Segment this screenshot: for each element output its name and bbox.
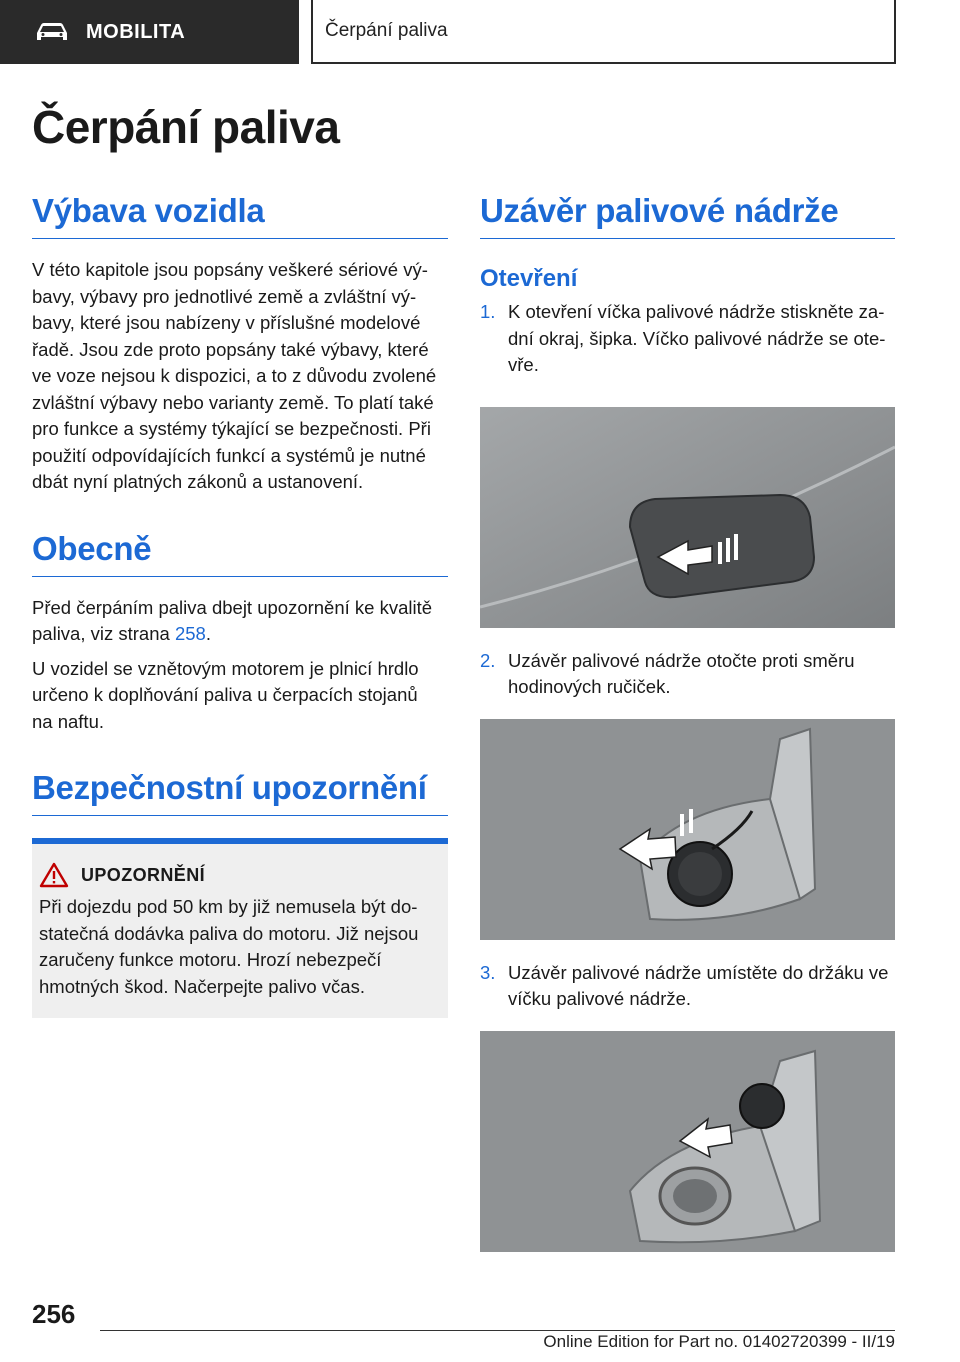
footer-edition: Online Edition for Part no. 01402720399 - II/19 — [543, 1332, 895, 1351]
heading-safety: Bezpečnostní upozornění — [32, 769, 448, 816]
text-line: dbát nyní platných zákonů a ustanovení. — [32, 471, 364, 492]
warning-box — [32, 838, 448, 1018]
step-3 — [480, 960, 895, 1013]
text-line: Uzávěr palivové nádrže otočte proti směru — [508, 649, 855, 671]
car-icon — [34, 21, 70, 43]
header-section-tab[interactable] — [0, 0, 299, 64]
fuel-flap-illustration — [480, 407, 895, 628]
right-column — [480, 192, 895, 1252]
subheading-opening: Otevření — [480, 265, 578, 292]
text-line: Před čerpáním paliva dbejt upozornění ke kvalitě — [32, 596, 433, 618]
text-line: hmotných škod. Načerpejte palivo včas. — [39, 975, 365, 997]
warning-header — [39, 862, 440, 888]
text-line: zaručeny funkce motoru. Hrozí nebezpečí — [39, 949, 382, 970]
heading-equipment: Výbava vozidla — [32, 192, 448, 239]
general-paragraph-2 — [32, 656, 448, 736]
fuel-cap-turn-illustration — [480, 719, 895, 940]
text-end: . — [205, 623, 211, 644]
footer-divider — [100, 1330, 895, 1331]
text-line: použití odpovídajících funkcí a systémů je nutné — [32, 444, 426, 466]
text-line: bavy, které jsou nabízeny v příslušné modelové — [32, 312, 421, 333]
equipment-paragraph — [32, 257, 448, 496]
text-line: paliva, viz strana — [32, 623, 175, 644]
text-line: statečná dodávka paliva do motoru. Již nejsou — [39, 922, 419, 944]
figure-fuel-flap-press — [480, 407, 895, 628]
header-section-label: MOBILITA — [86, 20, 186, 43]
step-number: 1. — [480, 301, 496, 322]
text-line: bavy, výbavy pro jednotlivé země a zvláštní vý‐ — [32, 285, 417, 307]
text-line: Při dojezdu pod 50 km by již nemusela být do‐ — [39, 896, 418, 917]
fuel-cap-holder-illustration — [480, 1031, 895, 1252]
steps-list — [480, 648, 895, 701]
header-chapter-label: Čerpání paliva — [325, 20, 448, 41]
steps-list — [480, 299, 895, 379]
text-line: vře. — [508, 354, 539, 375]
step-1 — [480, 299, 895, 379]
text-line: na naftu. — [32, 710, 105, 732]
text-line: dní okraj, šipka. Víčko palivové nádrže se ote‐ — [508, 327, 886, 349]
step-number: 2. — [480, 649, 496, 671]
text-line: V této kapitole jsou popsány veškeré sériové vý‐ — [32, 259, 428, 280]
text-line: K otevření víčka palivové nádrže stiskněte za‐ — [508, 301, 885, 322]
page-link-258[interactable]: 258 — [174, 623, 206, 644]
text-line: řadě. Jsou zde proto popsány také výbavy, které — [32, 338, 429, 360]
heading-general: Obecně — [32, 530, 448, 577]
page-title: Čerpání paliva — [32, 101, 340, 153]
text-line: hodinových ručiček. — [508, 676, 671, 697]
warning-text — [39, 894, 440, 1000]
step-2 — [480, 648, 895, 701]
warning-title: UPOZORNĚNÍ — [81, 864, 206, 885]
text-line: pro funkce a systémy týkající se bezpečnosti. Při — [32, 418, 431, 439]
steps-list — [480, 960, 895, 1013]
text-line: U vozidel se vznětovým motorem je plnicí hrdlo — [32, 657, 419, 679]
heading-fuel-cap: Uzávěr palivové nádrže — [480, 192, 895, 239]
warning-triangle-icon — [39, 862, 69, 888]
text-line: ve voze nejsou k dispozici, a to z důvodu zvolené — [32, 365, 437, 386]
figure-cap-holder — [480, 1031, 895, 1252]
text-line: zvláštní výbavy nebo varianty země. To platí také — [32, 391, 434, 413]
header-chapter — [311, 0, 896, 64]
page-number: 256 — [32, 1299, 76, 1329]
figure-cap-turn — [480, 719, 895, 940]
text-line: Uzávěr palivové nádrže umístěte do držáku ve — [508, 961, 889, 983]
text-line: víčku palivové nádrže. — [508, 988, 692, 1009]
general-paragraph-1 — [32, 595, 448, 648]
step-number: 3. — [480, 961, 496, 983]
text-line: určeno k doplňování paliva u čerpacích stojanů — [32, 684, 418, 705]
left-column — [32, 192, 448, 1018]
